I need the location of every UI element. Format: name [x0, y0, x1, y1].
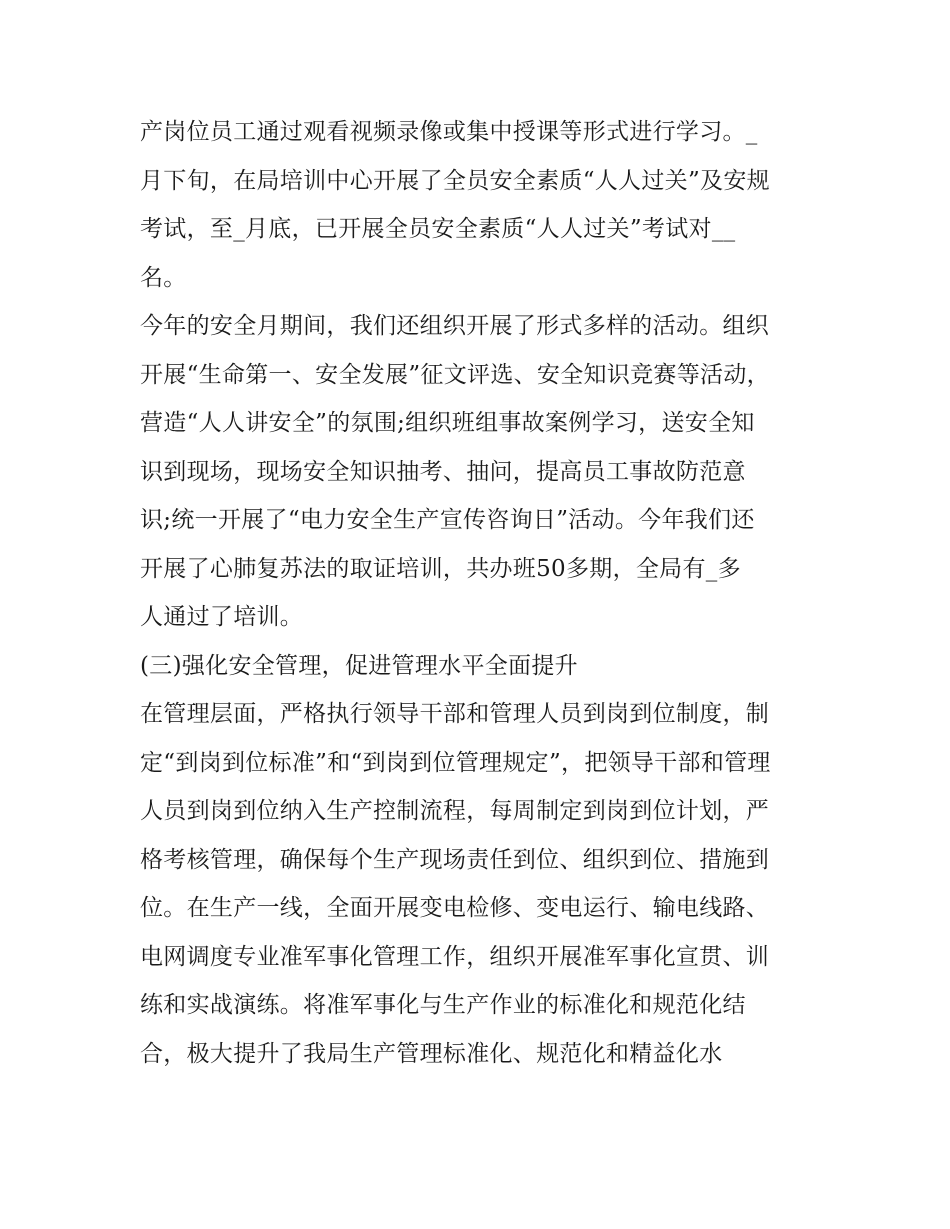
- text-line: 练和实战演练。将准军事化与生产作业的标准化和规范化结: [140, 992, 746, 1018]
- text-line: 月下旬，在局培训中心开展了全员安全素质“人人过关”及安规: [140, 167, 770, 194]
- text-line: 位。在生产一线，全面开展变电检修、变电运行、输电线路、: [140, 895, 770, 921]
- text-line: 营造“人人讲安全”的氛围;组织班组事故案例学习，送安全知: [140, 410, 755, 436]
- text-line: 识;统一开展了“电力安全生产宣传咨询日”活动。今年我们还: [140, 507, 755, 533]
- text-line: 合，极大提升了我局生产管理标准化、规范化和精益化水: [140, 1040, 723, 1067]
- text-line: 人通过了培训。: [140, 604, 304, 630]
- text-line: 开展“生命第一、安全发展”征文评选、安全知识竞赛等活动，: [140, 361, 770, 388]
- text-line: 定“到岗到位标准”和“到岗到位管理规定”，把领导干部和管理: [140, 749, 771, 776]
- text-line: 名。: [140, 264, 187, 291]
- text-line: 产岗位员工通过观看视频录像或集中授课等形式进行学习。_: [140, 119, 758, 145]
- section-heading: (三)强化安全管理，促进管理水平全面提升: [140, 652, 578, 679]
- text-line: 在管理层面，严格执行领导干部和管理人员到岗到位制度，制: [140, 701, 770, 727]
- text-line: 开展了心肺复苏法的取证培训，共办班50多期，全局有_多: [140, 555, 741, 582]
- text-line: 电网调度专业准军事化管理工作，组织开展准军事化宣贯、训: [140, 943, 770, 970]
- text-line: 考试，至_月底，已开展全员安全素质“人人过关”考试对__: [140, 216, 736, 242]
- text-line: 格考核管理，确保每个生产现场责任到位、组织到位、措施到: [140, 846, 770, 873]
- text-line: 人员到岗到位纳入生产控制流程，每周制定到岗到位计划，严: [140, 798, 770, 824]
- text-line: 今年的安全月期间，我们还组织开展了形式多样的活动。组织: [140, 313, 770, 339]
- body-text: [140, 108, 830, 1078]
- text-line: 识到现场，现场安全知识抽考、抽问，提高员工事故防范意: [140, 458, 746, 485]
